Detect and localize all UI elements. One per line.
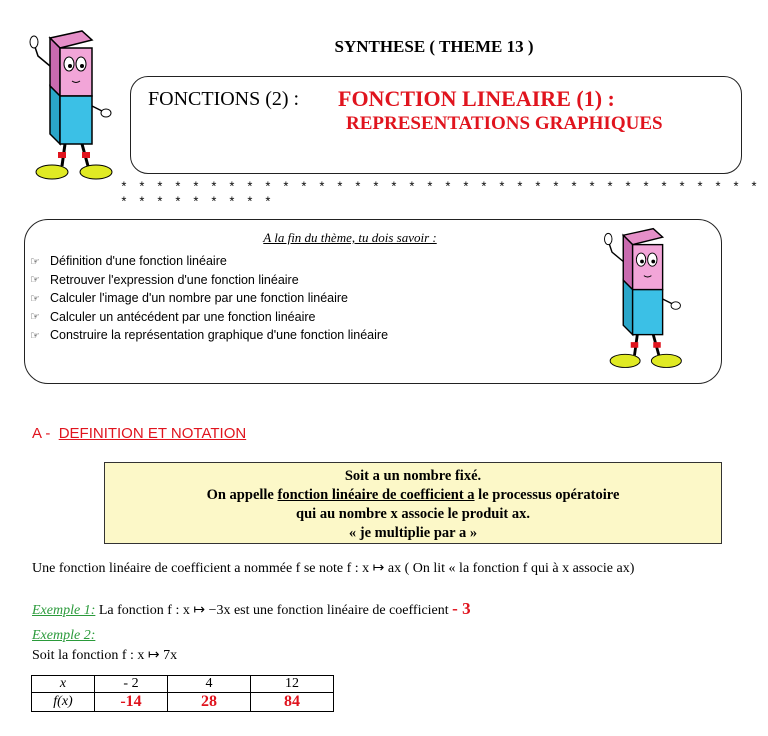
table-cell: - 2 <box>95 676 168 693</box>
table-cell: 84 <box>251 693 334 712</box>
table-cell: f(x) <box>32 693 95 712</box>
main-title: FONCTION LINEAIRE (1) : <box>338 86 615 111</box>
table-cell: 28 <box>168 693 251 712</box>
pointing-hand-icon: ☞ <box>30 274 40 287</box>
definition-line: qui au nombre x associe le produit ax. <box>296 506 530 522</box>
sub-title: REPRESENTATIONS GRAPHIQUES <box>346 113 663 134</box>
list-item: ☞ Construire la représentation graphique d'une fonction linéaire <box>30 328 389 343</box>
table-cell: x <box>32 676 95 693</box>
definition-line: « je multiplie par a » <box>348 525 478 541</box>
values-table <box>31 675 334 712</box>
list-item: ☞ Calculer l'image d'un nombre par une fonction linéaire <box>30 291 348 306</box>
goals-list <box>30 252 388 345</box>
pointing-hand-icon: ☞ <box>30 329 40 342</box>
example-1-value: - 3 <box>452 599 471 618</box>
table-row <box>32 693 334 712</box>
table-cell: 4 <box>168 676 251 693</box>
example-1: Exemple 1: La fonction f : x ↦ −3x est une fonction linéaire de coefficient - 3 <box>32 599 471 618</box>
definition-line: Soit a un nombre fixé. <box>344 468 482 484</box>
table-row <box>32 676 334 693</box>
notation-text: Une fonction linéaire de coefficient a nommée f se note f : x ↦ ax ( On lit « la fonction f qui à x associe ax) <box>32 561 635 576</box>
pointing-hand-icon: ☞ <box>30 255 40 268</box>
pointing-hand-icon: ☞ <box>30 311 40 324</box>
synthese-title: SYNTHESE ( THEME 13 ) <box>334 37 534 56</box>
definition-box <box>104 462 722 544</box>
goals-heading: A la fin du thème, tu dois savoir : <box>263 230 437 245</box>
table-cell: 12 <box>251 676 334 693</box>
example-2-text: Soit la fonction f : x ↦ 7x <box>32 648 178 663</box>
star-divider: * * * * * * * * * * * * * * * * * * * * * * * * * * * * * * * * * * * * * * * * * * * * * <box>120 180 760 210</box>
list-item: ☞ Retrouver l'expression d'une fonction linéaire <box>30 272 299 287</box>
table-cell: -14 <box>95 693 168 712</box>
pointing-hand-icon: ☞ <box>30 292 40 305</box>
list-item: ☞ Calculer un antécédent par une fonction linéaire <box>30 309 316 324</box>
example-2-label: Exemple 2: <box>32 628 96 643</box>
definition-line: On appelle fonction linéaire de coefficient a le processus opératoire <box>206 487 620 503</box>
section-heading: A - DEFINITION ET NOTATION <box>32 425 247 442</box>
example-1-label: Exemple 1: <box>32 603 96 618</box>
eraser-mascot-illustration <box>592 224 692 374</box>
list-item: ☞ Définition d'une fonction linéaire <box>30 254 227 269</box>
fonctions-label: FONCTIONS (2) : <box>148 88 300 110</box>
